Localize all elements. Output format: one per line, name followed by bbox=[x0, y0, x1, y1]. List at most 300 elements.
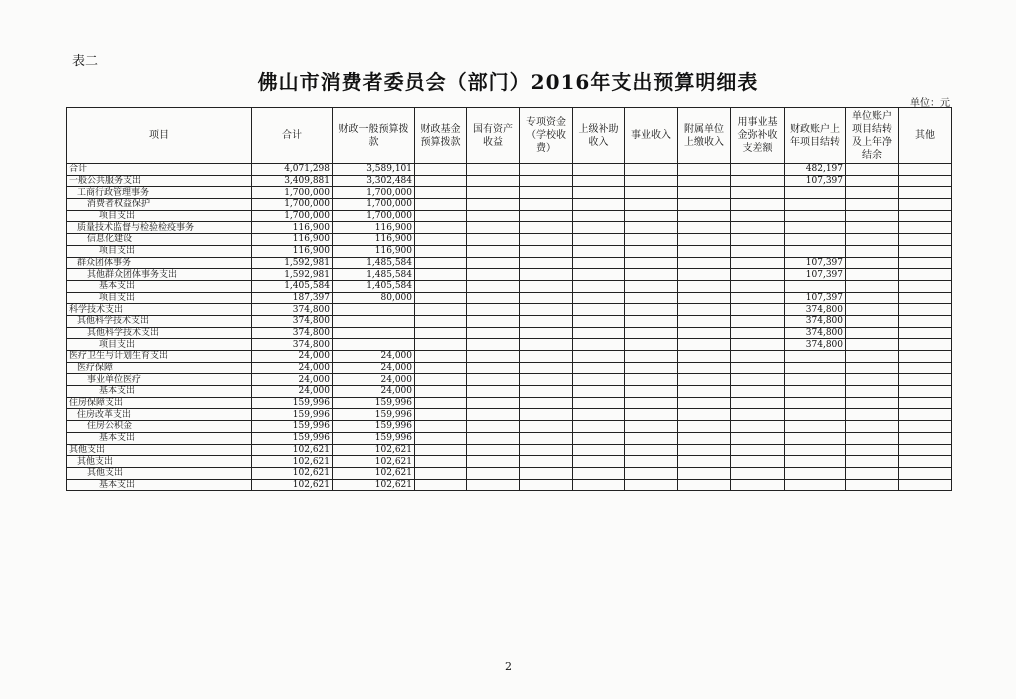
col-header-state-asset: 国有资产收益 bbox=[467, 108, 520, 164]
row-empty-cell bbox=[573, 210, 625, 222]
col-header-fiscal-carryover: 财政账户上年项目结转 bbox=[785, 108, 846, 164]
row-item-name: 医疗保障 bbox=[67, 362, 252, 374]
row-item-name: 群众团体事务 bbox=[67, 257, 252, 269]
row-item-name: 项目支出 bbox=[67, 292, 252, 304]
row-fiscal-carryover bbox=[785, 409, 846, 421]
row-empty-cell bbox=[415, 280, 467, 292]
row-empty-cell bbox=[573, 280, 625, 292]
row-empty-cell bbox=[467, 444, 520, 456]
row-empty-cell bbox=[467, 199, 520, 211]
row-empty-cell bbox=[625, 362, 678, 374]
row-empty-cell bbox=[678, 164, 731, 176]
row-empty-cell bbox=[846, 327, 899, 339]
table-row bbox=[67, 327, 952, 339]
row-item-name: 信息化建设 bbox=[67, 234, 252, 246]
row-empty-cell bbox=[678, 456, 731, 468]
row-empty-cell bbox=[731, 351, 785, 363]
row-empty-cell bbox=[678, 292, 731, 304]
row-total: 159,996 bbox=[252, 421, 333, 433]
row-empty-cell bbox=[731, 467, 785, 479]
row-item-name: 基本支出 bbox=[67, 280, 252, 292]
row-general-budget bbox=[333, 327, 415, 339]
row-empty-cell bbox=[415, 409, 467, 421]
row-item-name: 基本支出 bbox=[67, 479, 252, 491]
row-empty-cell bbox=[573, 386, 625, 398]
row-empty-cell bbox=[899, 421, 952, 433]
row-general-budget: 116,900 bbox=[333, 245, 415, 257]
table-row bbox=[67, 304, 952, 316]
row-item-name: 住房保障支出 bbox=[67, 397, 252, 409]
row-total: 102,621 bbox=[252, 467, 333, 479]
table-row bbox=[67, 234, 952, 246]
row-empty-cell bbox=[846, 386, 899, 398]
row-empty-cell bbox=[731, 397, 785, 409]
row-empty-cell bbox=[467, 304, 520, 316]
row-empty-cell bbox=[625, 199, 678, 211]
row-empty-cell bbox=[731, 339, 785, 351]
row-empty-cell bbox=[467, 222, 520, 234]
row-empty-cell bbox=[846, 374, 899, 386]
row-empty-cell bbox=[846, 351, 899, 363]
row-empty-cell bbox=[520, 210, 573, 222]
row-empty-cell bbox=[678, 315, 731, 327]
row-total: 159,996 bbox=[252, 409, 333, 421]
row-empty-cell bbox=[520, 234, 573, 246]
row-item-name: 其他支出 bbox=[67, 456, 252, 468]
row-empty-cell bbox=[846, 222, 899, 234]
row-empty-cell bbox=[573, 339, 625, 351]
row-empty-cell bbox=[625, 432, 678, 444]
row-empty-cell bbox=[520, 304, 573, 316]
row-empty-cell bbox=[520, 315, 573, 327]
row-empty-cell bbox=[625, 374, 678, 386]
row-empty-cell bbox=[678, 386, 731, 398]
row-general-budget: 159,996 bbox=[333, 432, 415, 444]
row-empty-cell bbox=[731, 234, 785, 246]
row-empty-cell bbox=[467, 164, 520, 176]
row-total: 116,900 bbox=[252, 222, 333, 234]
row-empty-cell bbox=[899, 222, 952, 234]
row-total: 24,000 bbox=[252, 386, 333, 398]
row-empty-cell bbox=[573, 315, 625, 327]
row-empty-cell bbox=[899, 362, 952, 374]
table-row bbox=[67, 444, 952, 456]
row-empty-cell bbox=[573, 269, 625, 281]
row-total: 374,800 bbox=[252, 327, 333, 339]
row-empty-cell bbox=[415, 467, 467, 479]
row-empty-cell bbox=[467, 432, 520, 444]
row-item-name: 科学技术支出 bbox=[67, 304, 252, 316]
row-fiscal-carryover bbox=[785, 245, 846, 257]
row-fiscal-carryover bbox=[785, 456, 846, 468]
row-empty-cell bbox=[625, 304, 678, 316]
row-empty-cell bbox=[467, 210, 520, 222]
row-empty-cell bbox=[846, 479, 899, 491]
row-empty-cell bbox=[573, 421, 625, 433]
row-empty-cell bbox=[625, 467, 678, 479]
row-empty-cell bbox=[678, 479, 731, 491]
row-empty-cell bbox=[467, 397, 520, 409]
row-empty-cell bbox=[731, 199, 785, 211]
row-empty-cell bbox=[573, 456, 625, 468]
row-empty-cell bbox=[415, 374, 467, 386]
row-item-name: 基本支出 bbox=[67, 386, 252, 398]
row-general-budget: 102,621 bbox=[333, 456, 415, 468]
row-empty-cell bbox=[573, 245, 625, 257]
row-empty-cell bbox=[731, 304, 785, 316]
row-empty-cell bbox=[846, 397, 899, 409]
row-empty-cell bbox=[846, 292, 899, 304]
row-empty-cell bbox=[678, 257, 731, 269]
row-fiscal-carryover bbox=[785, 397, 846, 409]
row-general-budget: 24,000 bbox=[333, 351, 415, 363]
budget-table bbox=[66, 107, 952, 491]
row-item-name: 医疗卫生与计划生育支出 bbox=[67, 351, 252, 363]
table-row bbox=[67, 292, 952, 304]
row-empty-cell bbox=[625, 444, 678, 456]
row-empty-cell bbox=[899, 432, 952, 444]
row-empty-cell bbox=[415, 386, 467, 398]
row-empty-cell bbox=[846, 245, 899, 257]
row-total: 24,000 bbox=[252, 374, 333, 386]
row-empty-cell bbox=[731, 315, 785, 327]
row-general-budget: 102,621 bbox=[333, 467, 415, 479]
row-empty-cell bbox=[678, 409, 731, 421]
row-empty-cell bbox=[625, 210, 678, 222]
row-empty-cell bbox=[846, 199, 899, 211]
row-general-budget: 3,589,101 bbox=[333, 164, 415, 176]
row-empty-cell bbox=[520, 456, 573, 468]
row-empty-cell bbox=[899, 386, 952, 398]
row-empty-cell bbox=[731, 409, 785, 421]
row-empty-cell bbox=[846, 362, 899, 374]
table-row bbox=[67, 245, 952, 257]
row-empty-cell bbox=[625, 222, 678, 234]
row-empty-cell bbox=[678, 222, 731, 234]
row-empty-cell bbox=[846, 210, 899, 222]
row-empty-cell bbox=[899, 479, 952, 491]
row-empty-cell bbox=[573, 327, 625, 339]
row-empty-cell bbox=[520, 444, 573, 456]
table-row bbox=[67, 467, 952, 479]
row-empty-cell bbox=[520, 386, 573, 398]
row-item-name: 质量技术监督与检验检疫事务 bbox=[67, 222, 252, 234]
row-item-name: 事业单位医疗 bbox=[67, 374, 252, 386]
row-empty-cell bbox=[467, 467, 520, 479]
table-row bbox=[67, 421, 952, 433]
row-empty-cell bbox=[678, 374, 731, 386]
row-empty-cell bbox=[678, 269, 731, 281]
row-empty-cell bbox=[899, 292, 952, 304]
table-row bbox=[67, 269, 952, 281]
row-empty-cell bbox=[573, 175, 625, 187]
page-number: 2 bbox=[505, 660, 512, 673]
table-row bbox=[67, 456, 952, 468]
row-empty-cell bbox=[415, 351, 467, 363]
row-empty-cell bbox=[731, 479, 785, 491]
row-empty-cell bbox=[625, 175, 678, 187]
row-empty-cell bbox=[415, 269, 467, 281]
col-header-business-fund: 用事业基金弥补收支差额 bbox=[731, 108, 785, 164]
row-total: 1,700,000 bbox=[252, 187, 333, 199]
row-total: 102,621 bbox=[252, 479, 333, 491]
row-empty-cell bbox=[415, 444, 467, 456]
row-item-name: 其他群众团体事务支出 bbox=[67, 269, 252, 281]
row-empty-cell bbox=[415, 222, 467, 234]
row-total: 1,592,981 bbox=[252, 257, 333, 269]
row-empty-cell bbox=[731, 386, 785, 398]
row-fiscal-carryover bbox=[785, 187, 846, 199]
row-fiscal-carryover bbox=[785, 467, 846, 479]
row-empty-cell bbox=[625, 315, 678, 327]
row-empty-cell bbox=[678, 397, 731, 409]
row-total: 374,800 bbox=[252, 304, 333, 316]
row-empty-cell bbox=[520, 245, 573, 257]
row-empty-cell bbox=[467, 187, 520, 199]
row-empty-cell bbox=[625, 409, 678, 421]
row-empty-cell bbox=[467, 280, 520, 292]
col-header-total: 合计 bbox=[252, 108, 333, 164]
row-item-name: 其他科学技术支出 bbox=[67, 315, 252, 327]
col-header-fund-budget: 财政基金预算拨款 bbox=[415, 108, 467, 164]
row-fiscal-carryover bbox=[785, 280, 846, 292]
row-fiscal-carryover bbox=[785, 374, 846, 386]
row-item-name: 工商行政管理事务 bbox=[67, 187, 252, 199]
row-empty-cell bbox=[573, 257, 625, 269]
table-row bbox=[67, 210, 952, 222]
row-empty-cell bbox=[573, 362, 625, 374]
row-empty-cell bbox=[467, 327, 520, 339]
row-empty-cell bbox=[678, 234, 731, 246]
row-empty-cell bbox=[415, 199, 467, 211]
row-empty-cell bbox=[573, 292, 625, 304]
row-empty-cell bbox=[467, 234, 520, 246]
row-empty-cell bbox=[467, 351, 520, 363]
row-empty-cell bbox=[731, 456, 785, 468]
table-row bbox=[67, 351, 952, 363]
row-empty-cell bbox=[415, 175, 467, 187]
row-empty-cell bbox=[415, 456, 467, 468]
row-empty-cell bbox=[625, 351, 678, 363]
row-empty-cell bbox=[678, 245, 731, 257]
row-empty-cell bbox=[899, 199, 952, 211]
row-empty-cell bbox=[899, 444, 952, 456]
row-empty-cell bbox=[846, 164, 899, 176]
row-item-name: 其他支出 bbox=[67, 444, 252, 456]
row-empty-cell bbox=[520, 351, 573, 363]
row-fiscal-carryover: 107,397 bbox=[785, 175, 846, 187]
row-empty-cell bbox=[899, 257, 952, 269]
row-empty-cell bbox=[415, 397, 467, 409]
row-empty-cell bbox=[731, 245, 785, 257]
table-row bbox=[67, 409, 952, 421]
row-empty-cell bbox=[846, 304, 899, 316]
row-empty-cell bbox=[467, 479, 520, 491]
row-general-budget: 1,485,584 bbox=[333, 269, 415, 281]
row-general-budget: 24,000 bbox=[333, 386, 415, 398]
row-empty-cell bbox=[520, 292, 573, 304]
row-empty-cell bbox=[899, 187, 952, 199]
row-total: 187,397 bbox=[252, 292, 333, 304]
row-empty-cell bbox=[678, 304, 731, 316]
row-empty-cell bbox=[899, 339, 952, 351]
row-general-budget: 1,405,584 bbox=[333, 280, 415, 292]
row-empty-cell bbox=[573, 351, 625, 363]
row-empty-cell bbox=[899, 175, 952, 187]
row-total: 3,409,881 bbox=[252, 175, 333, 187]
row-fiscal-carryover bbox=[785, 479, 846, 491]
row-empty-cell bbox=[899, 327, 952, 339]
row-empty-cell bbox=[846, 409, 899, 421]
row-empty-cell bbox=[731, 327, 785, 339]
row-empty-cell bbox=[899, 374, 952, 386]
unit-label: 单位：元 bbox=[910, 98, 950, 109]
row-empty-cell bbox=[731, 362, 785, 374]
row-empty-cell bbox=[678, 327, 731, 339]
row-empty-cell bbox=[678, 362, 731, 374]
row-empty-cell bbox=[573, 444, 625, 456]
row-empty-cell bbox=[899, 269, 952, 281]
row-general-budget: 1,700,000 bbox=[333, 199, 415, 211]
row-empty-cell bbox=[573, 467, 625, 479]
row-empty-cell bbox=[625, 280, 678, 292]
table-row bbox=[67, 199, 952, 211]
table-row bbox=[67, 315, 952, 327]
row-empty-cell bbox=[415, 315, 467, 327]
table-row bbox=[67, 374, 952, 386]
row-empty-cell bbox=[899, 234, 952, 246]
table-row bbox=[67, 222, 952, 234]
row-item-name: 项目支出 bbox=[67, 210, 252, 222]
row-empty-cell bbox=[899, 315, 952, 327]
col-header-affiliated-income: 附属单位上缴收入 bbox=[678, 108, 731, 164]
row-empty-cell bbox=[846, 175, 899, 187]
row-general-budget: 1,485,584 bbox=[333, 257, 415, 269]
row-general-budget bbox=[333, 304, 415, 316]
row-item-name: 其他科学技术支出 bbox=[67, 327, 252, 339]
row-fiscal-carryover bbox=[785, 444, 846, 456]
row-fiscal-carryover bbox=[785, 199, 846, 211]
row-fiscal-carryover: 374,800 bbox=[785, 327, 846, 339]
row-empty-cell bbox=[573, 187, 625, 199]
row-total: 374,800 bbox=[252, 315, 333, 327]
row-empty-cell bbox=[625, 479, 678, 491]
row-empty-cell bbox=[846, 280, 899, 292]
row-empty-cell bbox=[731, 175, 785, 187]
table-row bbox=[67, 362, 952, 374]
row-empty-cell bbox=[573, 234, 625, 246]
table-row bbox=[67, 187, 952, 199]
row-fiscal-carryover bbox=[785, 432, 846, 444]
row-empty-cell bbox=[899, 351, 952, 363]
row-empty-cell bbox=[415, 432, 467, 444]
row-general-budget: 116,900 bbox=[333, 234, 415, 246]
row-empty-cell bbox=[899, 210, 952, 222]
row-empty-cell bbox=[846, 269, 899, 281]
row-empty-cell bbox=[520, 339, 573, 351]
row-empty-cell bbox=[415, 421, 467, 433]
row-empty-cell bbox=[678, 199, 731, 211]
row-empty-cell bbox=[846, 456, 899, 468]
row-empty-cell bbox=[731, 421, 785, 433]
row-empty-cell bbox=[520, 374, 573, 386]
row-empty-cell bbox=[846, 187, 899, 199]
row-empty-cell bbox=[520, 362, 573, 374]
row-empty-cell bbox=[731, 257, 785, 269]
row-fiscal-carryover: 107,397 bbox=[785, 292, 846, 304]
row-empty-cell bbox=[415, 339, 467, 351]
table-row bbox=[67, 280, 952, 292]
row-empty-cell bbox=[678, 432, 731, 444]
row-general-budget bbox=[333, 315, 415, 327]
row-empty-cell bbox=[415, 187, 467, 199]
row-total: 1,405,584 bbox=[252, 280, 333, 292]
row-empty-cell bbox=[846, 467, 899, 479]
row-empty-cell bbox=[846, 315, 899, 327]
row-empty-cell bbox=[415, 362, 467, 374]
row-empty-cell bbox=[520, 421, 573, 433]
row-total: 116,900 bbox=[252, 245, 333, 257]
row-empty-cell bbox=[678, 351, 731, 363]
row-empty-cell bbox=[520, 479, 573, 491]
row-empty-cell bbox=[415, 210, 467, 222]
row-empty-cell bbox=[520, 257, 573, 269]
row-empty-cell bbox=[625, 339, 678, 351]
row-fiscal-carryover: 482,197 bbox=[785, 164, 846, 176]
row-empty-cell bbox=[573, 432, 625, 444]
row-fiscal-carryover: 374,800 bbox=[785, 315, 846, 327]
row-empty-cell bbox=[846, 421, 899, 433]
col-header-business-income: 事业收入 bbox=[625, 108, 678, 164]
row-empty-cell bbox=[467, 292, 520, 304]
col-header-superior-subsidy: 上级补助收入 bbox=[573, 108, 625, 164]
row-empty-cell bbox=[520, 164, 573, 176]
table-row bbox=[67, 432, 952, 444]
row-general-budget: 1,700,000 bbox=[333, 210, 415, 222]
row-total: 102,621 bbox=[252, 456, 333, 468]
row-empty-cell bbox=[520, 409, 573, 421]
row-empty-cell bbox=[846, 339, 899, 351]
row-empty-cell bbox=[467, 386, 520, 398]
row-empty-cell bbox=[625, 386, 678, 398]
row-general-budget: 1,700,000 bbox=[333, 187, 415, 199]
row-empty-cell bbox=[467, 339, 520, 351]
row-empty-cell bbox=[415, 304, 467, 316]
row-total: 1,700,000 bbox=[252, 199, 333, 211]
row-empty-cell bbox=[899, 409, 952, 421]
row-total: 1,592,981 bbox=[252, 269, 333, 281]
row-fiscal-carryover bbox=[785, 351, 846, 363]
row-empty-cell bbox=[678, 280, 731, 292]
col-header-other: 其他 bbox=[899, 108, 952, 164]
row-total: 4,071,298 bbox=[252, 164, 333, 176]
row-empty-cell bbox=[899, 397, 952, 409]
row-general-budget: 116,900 bbox=[333, 222, 415, 234]
row-empty-cell bbox=[467, 175, 520, 187]
table-row bbox=[67, 339, 952, 351]
row-empty-cell bbox=[573, 397, 625, 409]
row-empty-cell bbox=[625, 456, 678, 468]
row-empty-cell bbox=[467, 315, 520, 327]
row-total: 24,000 bbox=[252, 362, 333, 374]
row-empty-cell bbox=[467, 374, 520, 386]
row-empty-cell bbox=[467, 269, 520, 281]
row-total: 159,996 bbox=[252, 432, 333, 444]
row-empty-cell bbox=[899, 456, 952, 468]
row-empty-cell bbox=[678, 187, 731, 199]
table-row bbox=[67, 175, 952, 187]
row-fiscal-carryover bbox=[785, 386, 846, 398]
